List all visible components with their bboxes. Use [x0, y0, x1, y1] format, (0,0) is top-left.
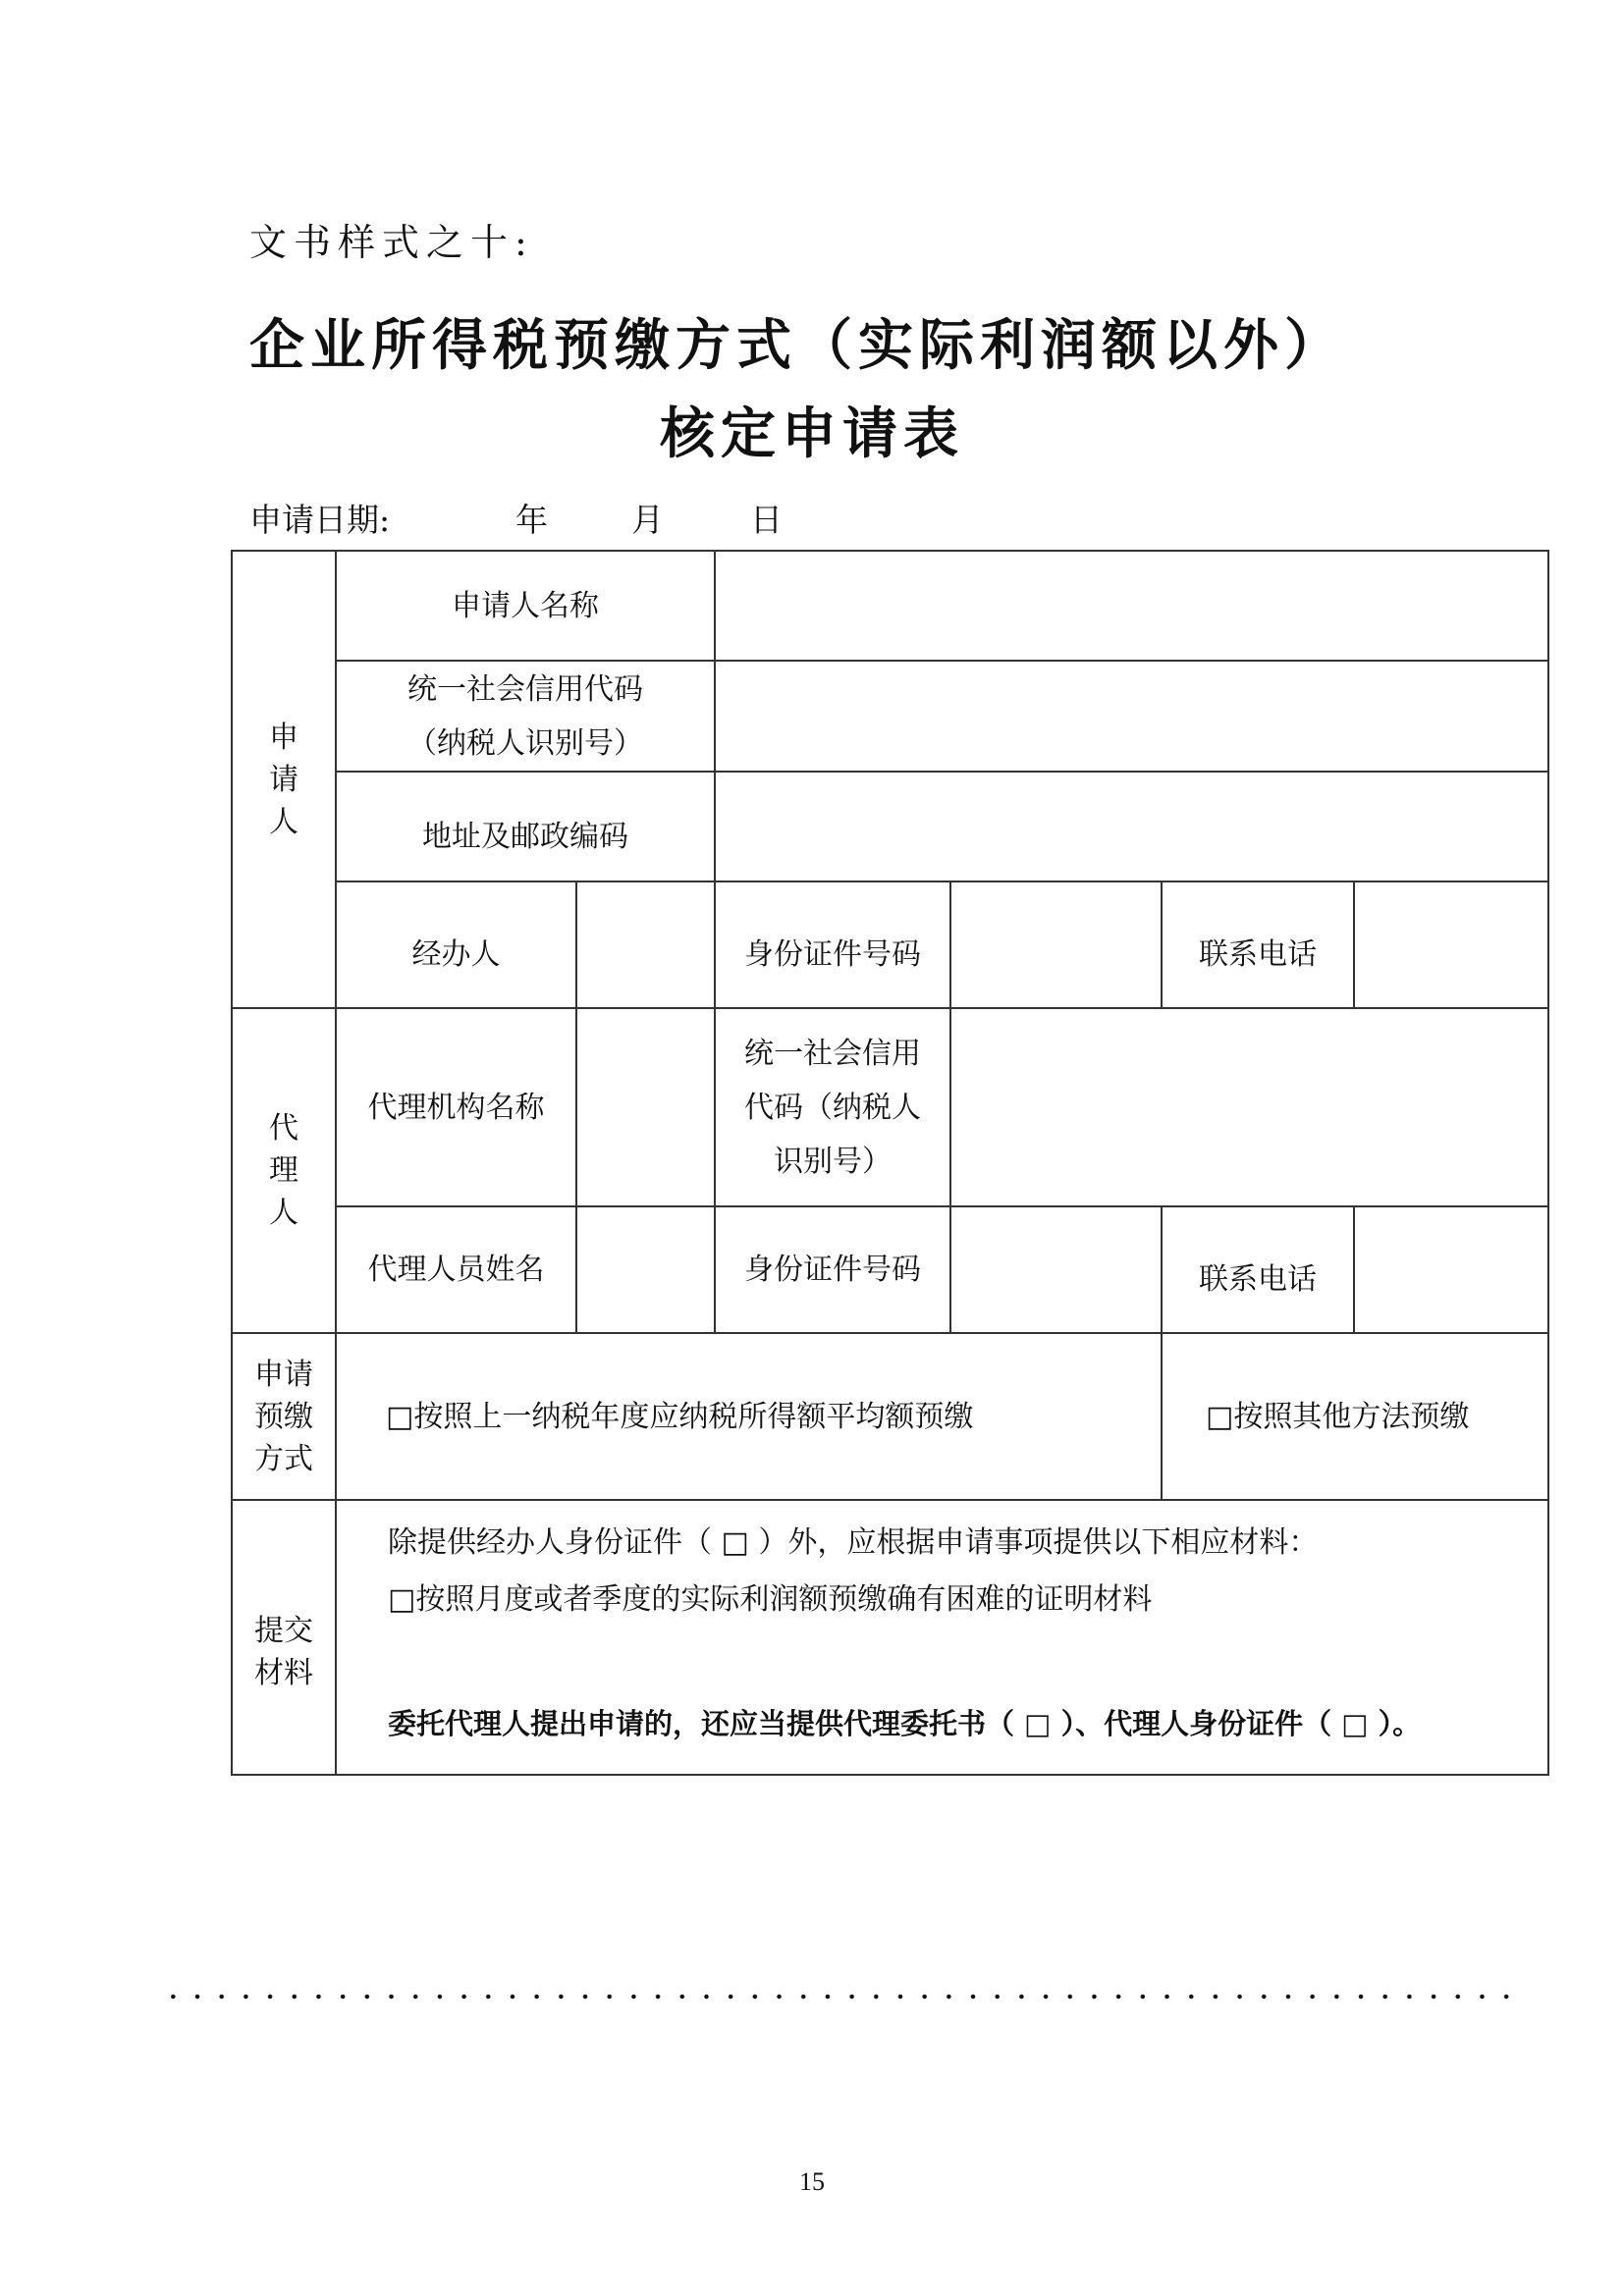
handler-field[interactable]	[576, 881, 715, 1008]
handler-phone-label: 联系电话	[1162, 881, 1354, 1008]
materials-id-checkbox-line[interactable]: 除提供经办人身份证件（ □ ）外，应根据申请事项提供以下相应材料：	[388, 1525, 1319, 1560]
applicant-label-char: 申	[269, 720, 298, 755]
applicant-section-label	[232, 551, 336, 1008]
date-month-field[interactable]: 月	[631, 501, 664, 539]
agent-phone-field[interactable]	[1354, 1206, 1548, 1333]
prepayment-method-label	[232, 1333, 336, 1500]
date-day-field[interactable]: 日	[750, 501, 783, 539]
agency-name-field[interactable]	[576, 1008, 715, 1206]
page-number: 15	[799, 2167, 825, 2196]
agent-id-label: 身份证件号码	[715, 1206, 950, 1333]
agency-name-label: 代理机构名称	[336, 1008, 576, 1206]
agent-id-field[interactable]	[950, 1206, 1162, 1333]
agency-code-label	[715, 1008, 950, 1206]
address-label: 地址及邮政编码	[336, 772, 715, 881]
dotted-separator	[161, 1993, 1520, 2001]
method-label-line: 方式	[254, 1441, 313, 1476]
applicant-label-char: 请	[269, 762, 298, 797]
handler-id-field[interactable]	[950, 881, 1162, 1008]
agency-code-label-line: 统一社会信用	[744, 1036, 921, 1071]
materials-difficulty-proof-checkbox[interactable]: □按照月度或者季度的实际利润额预缴确有困难的证明材料	[388, 1582, 1153, 1617]
materials-label-line: 材料	[254, 1656, 313, 1690]
applicant-name-label: 申请人名称	[336, 551, 715, 661]
agent-phone-label: 联系电话	[1162, 1206, 1354, 1333]
method-label-line: 预缴	[254, 1399, 313, 1434]
credit-code-label-line2: （纳税人识别号）	[407, 725, 643, 761]
form-title-line2: 核定申请表	[660, 402, 964, 466]
method-label-line: 申请	[254, 1357, 313, 1392]
credit-code-label	[336, 661, 715, 772]
handler-phone-field[interactable]	[1354, 881, 1548, 1008]
credit-code-label-line1: 统一社会信用代码	[407, 671, 643, 707]
address-field[interactable]	[715, 772, 1548, 881]
handler-label: 经办人	[336, 881, 576, 1008]
credit-code-field[interactable]	[715, 661, 1548, 772]
materials-agent-documents-line[interactable]: 委托代理人提出申请的，还应当提供代理委托书（ □ ）、代理人身份证件（ □ ）。	[388, 1707, 1422, 1740]
agent-label-char: 理	[269, 1153, 298, 1188]
agent-section-label	[232, 1008, 336, 1333]
submitted-materials-label	[232, 1500, 336, 1775]
agency-code-label-line: 识别号）	[774, 1144, 892, 1179]
document-template-label: 文书样式之十:	[249, 221, 534, 264]
form-title-line1: 企业所得税预缴方式（实际利润额以外）	[249, 314, 1345, 378]
agent-person-field[interactable]	[576, 1206, 715, 1333]
agency-code-label-line: 代码（纳税人	[744, 1090, 921, 1125]
handler-id-label: 身份证件号码	[715, 881, 950, 1008]
method-option-other[interactable]: □按照其他方法预缴	[1162, 1333, 1548, 1500]
agent-label-char: 人	[269, 1196, 298, 1230]
materials-label-line: 提交	[254, 1614, 313, 1648]
application-date-label: 申请日期:	[249, 501, 391, 539]
submitted-materials-content	[336, 1500, 1548, 1775]
method-option-prior-year-average[interactable]: □按照上一纳税年度应纳税所得额平均额预缴	[336, 1333, 1162, 1500]
agency-code-field[interactable]	[950, 1008, 1548, 1206]
applicant-label-char: 人	[269, 804, 298, 839]
applicant-name-field[interactable]	[715, 551, 1548, 661]
date-year-field[interactable]: 年	[515, 501, 548, 539]
application-form-table	[231, 550, 1549, 1776]
agent-label-char: 代	[269, 1111, 298, 1146]
agent-person-label: 代理人员姓名	[336, 1206, 576, 1333]
